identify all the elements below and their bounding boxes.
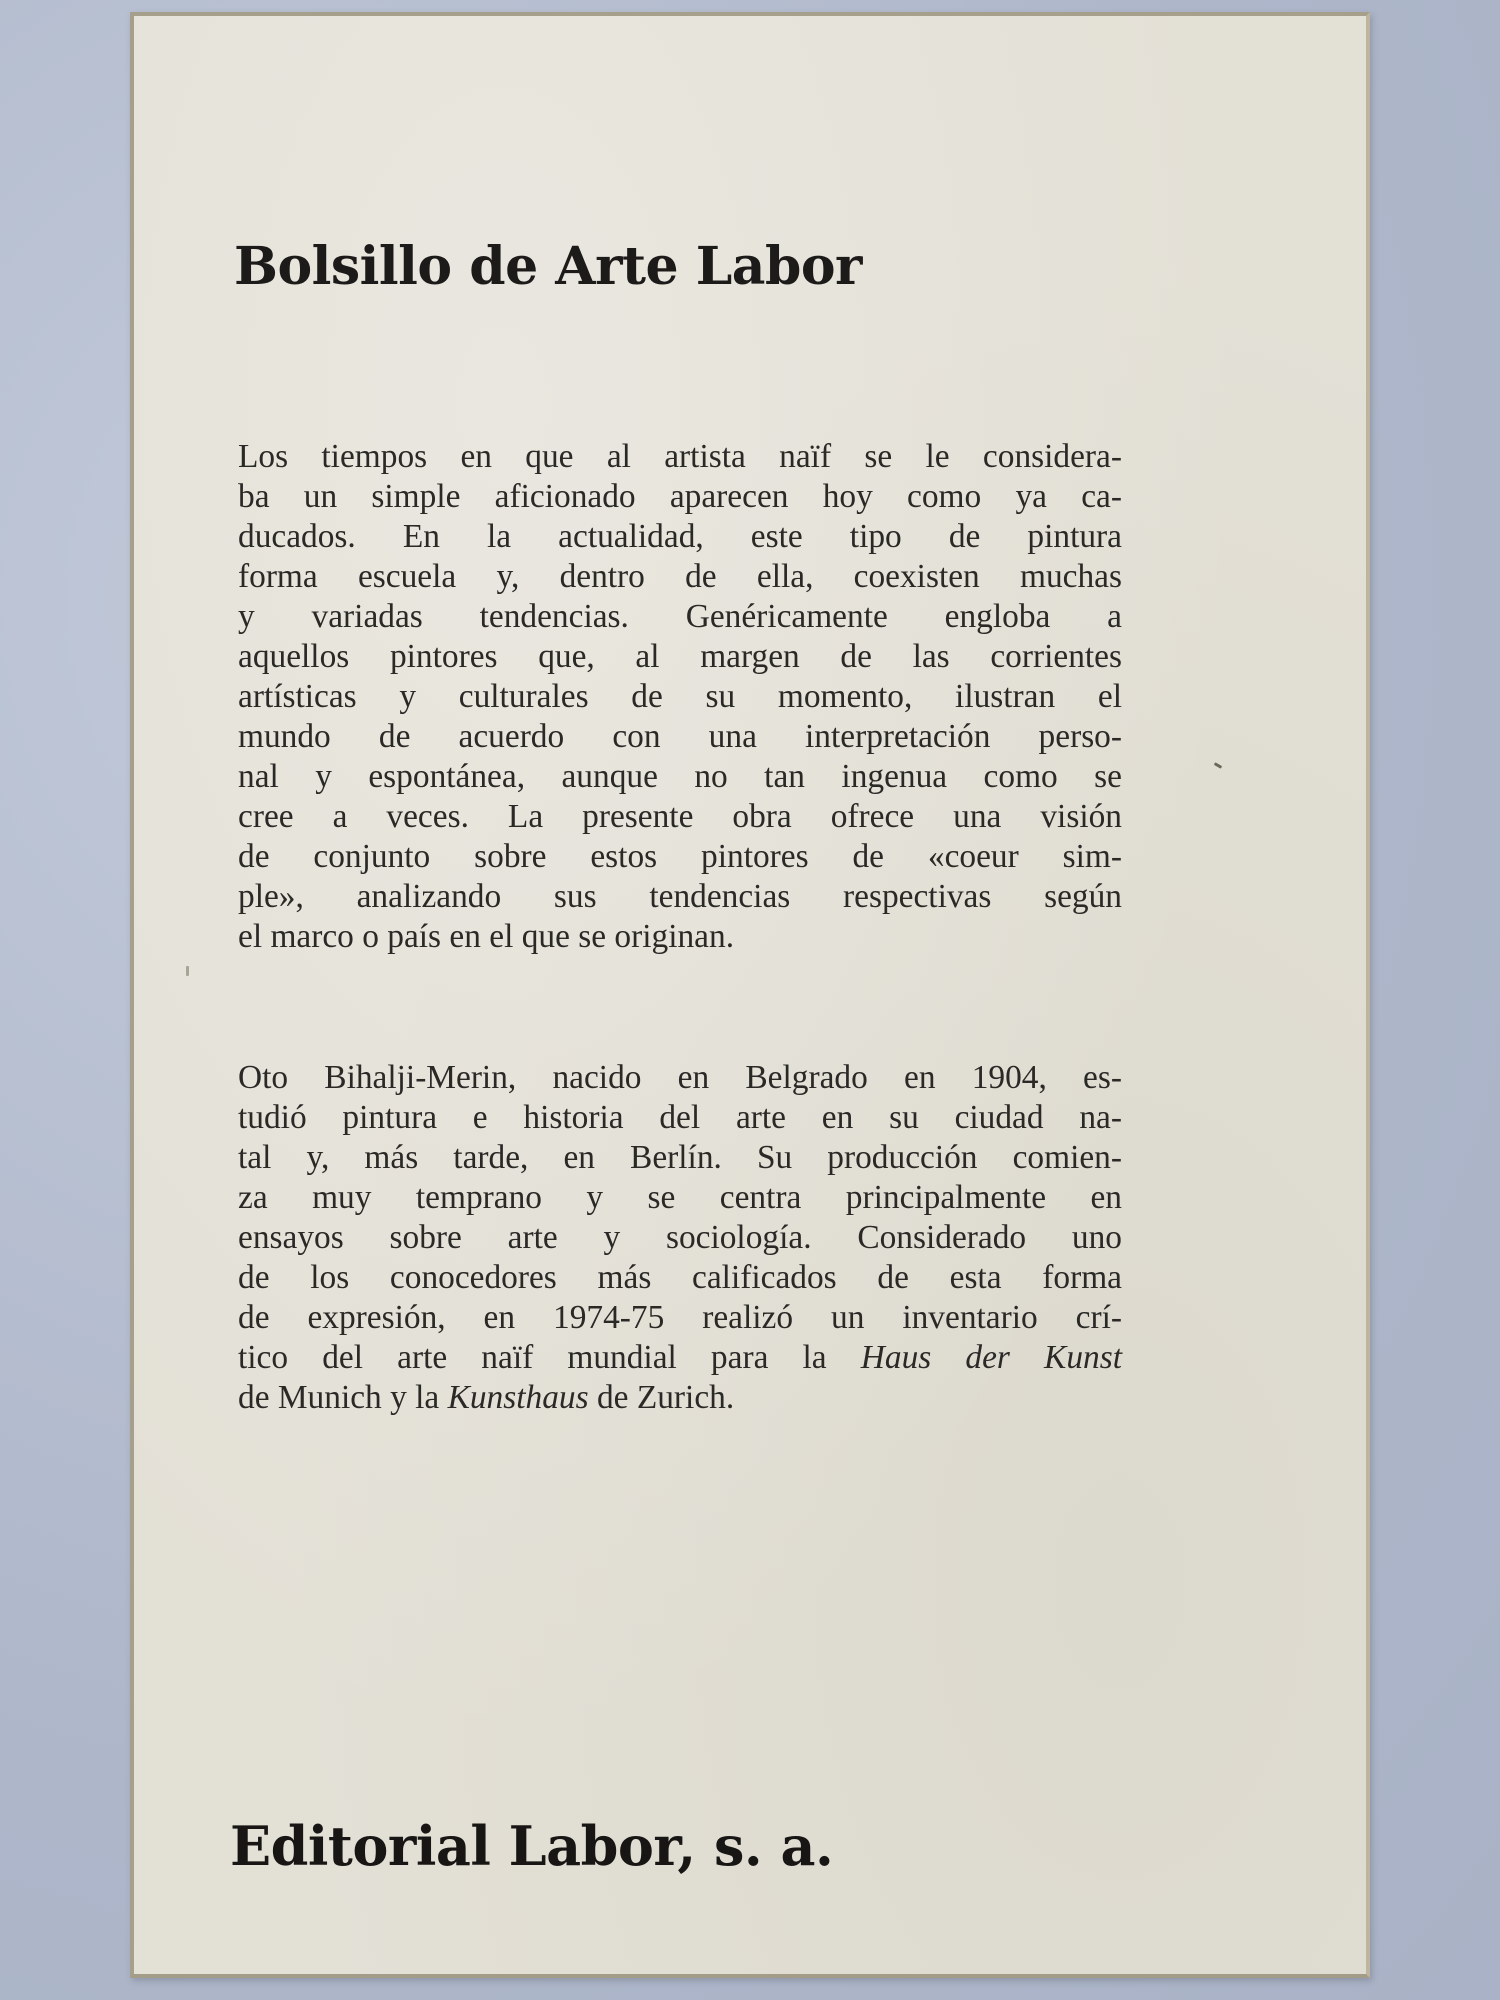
series-title: Bolsillo de Arte Labor (234, 236, 862, 297)
paper-blemish (1214, 762, 1222, 769)
bio-line: za muy temprano y se centra principalmente en (238, 1179, 1122, 1216)
description-line: ba un simple aficionado aparecen hoy como ya ca- (238, 478, 1122, 515)
bio-text: de Munich y la (238, 1379, 440, 1416)
bio-text: de Zurich. (596, 1379, 735, 1416)
description-line: Los tiempos en que al artista naïf se le considera- (238, 438, 1122, 475)
description-line: ple», analizando sus tendencias respectivas según (238, 878, 1122, 915)
description-line: y variadas tendencias. Genéricamente engloba a (238, 598, 1122, 635)
description-line: ducados. En la actualidad, este tipo de pintura (238, 518, 1122, 555)
bio-line: Oto Bihalji-Merin, nacido en Belgrado en 1904, es- (238, 1059, 1122, 1096)
italic-title-kunsthaus: Kunsthaus (447, 1379, 589, 1416)
description-line: el marco o país en el que se originan. (238, 918, 735, 955)
description-line: artísticas y culturales de su momento, ilustran el (238, 678, 1122, 715)
bio-line: tudió pintura e historia del arte en su ciudad na- (238, 1099, 1122, 1136)
description-line: de conjunto sobre estos pintores de «coeur sim- (238, 838, 1122, 875)
publisher-name: Editorial Labor, s. a. (230, 1814, 834, 1878)
bio-text: tico del arte naïf mundial para la (238, 1339, 827, 1376)
description-line: mundo de acuerdo con una interpretación perso- (238, 718, 1122, 755)
book-description (238, 437, 1122, 957)
bio-line: ensayos sobre arte y sociología. Considerado uno (238, 1219, 1122, 1256)
bio-line (238, 1378, 1122, 1418)
bio-line: de los conocedores más calificados de esta forma (238, 1259, 1122, 1296)
description-line: aquellos pintores que, al margen de las corrientes (238, 638, 1122, 675)
bio-line: tal y, más tarde, en Berlín. Su producción comien- (238, 1139, 1122, 1176)
description-line: cree a veces. La presente obra ofrece una visión (238, 798, 1122, 835)
paper-blemish (186, 966, 189, 976)
italic-title-haus-der-kunst: Haus der Kunst (860, 1339, 1122, 1376)
book-back-cover (130, 12, 1370, 1978)
bio-line: de expresión, en 1974-75 realizó un inventario crí- (238, 1299, 1122, 1336)
bio-line (238, 1338, 1122, 1378)
description-line: forma escuela y, dentro de ella, coexisten muchas (238, 558, 1122, 595)
author-bio (238, 1058, 1122, 1418)
description-line: nal y espontánea, aunque no tan ingenua como se (238, 758, 1122, 795)
